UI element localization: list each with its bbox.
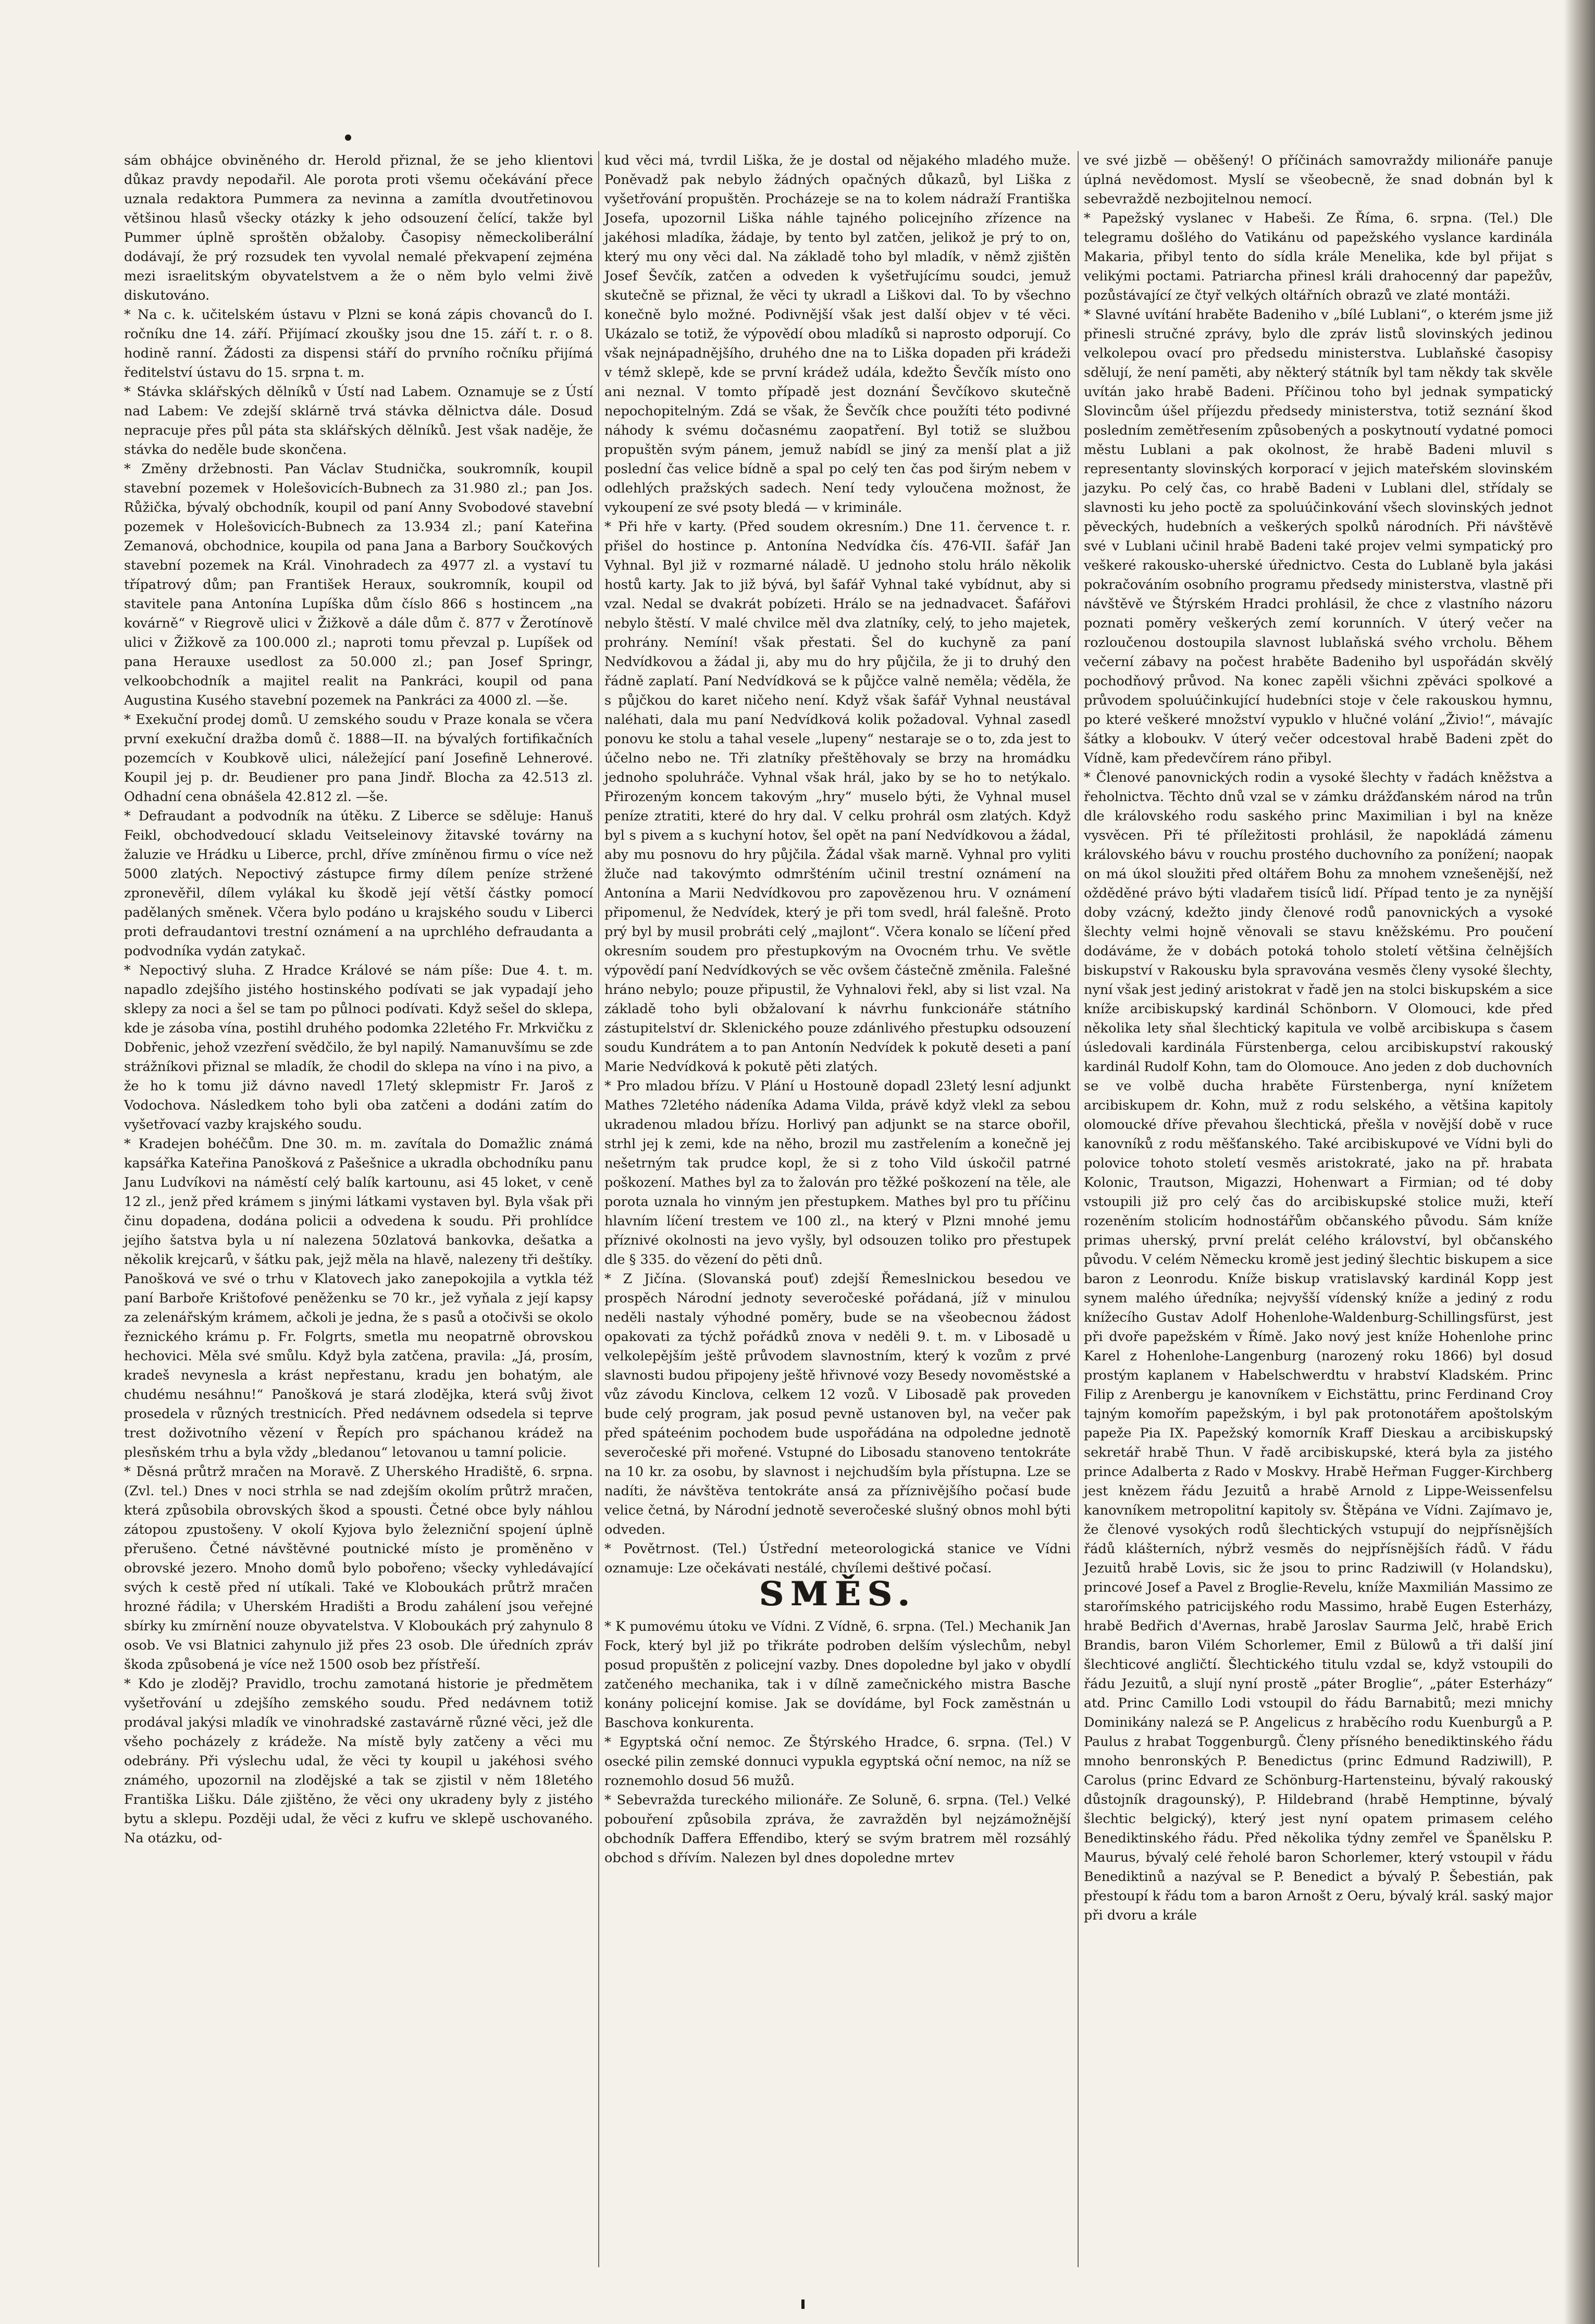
article-paragraph: kud věci má, tvrdil Liška, že je dostal od nějakého mladého muže. Poněvadž pak nebylo žádných opačných důkazů, byl Liška z vyšetřování propuštěn. Procházeje se na to kolem nádraží Františka Josefa, upozornil Liška náhle tajného policejního zřízence na jakéhosi mladíka, žádaje, by tento byl zatčen, jelikož je prý to on, který mu ony věci dal. Na základě toho byl mladík, v němž zjištěn Josef Ševčík, zatčen a odveden k vyšetřujícímu soudci, jemuž skutečně se přiznal, že věci ty ukradl a Liškovi dal. To by všechno konečně bylo možné. Podivnější však jest další objev v té věci. Ukázalo se totiž, že výpovědí obou mladíků si naprosto odporují. Co však nejnápadnějšího, druhého dne na to Liška dopaden při krádeži v témž sklepě, kde se první krádež udála, kdežto Ševčík místo ono ani neznal. V tomto případě jest doznání Ševčíkovo skutečně nepochopitelným. Zdá se však, že Ševčík chce použíti této podivné náhody k svému dočasnému zaopatření. Byl totiž se službou propuštěn svým pánem, jemuž nabídl se jiný za menší plat a již poslední čas velice bídně a spal po celý ten čas pod širým nebem v odlehlých pražských sadech. Není tedy vyloučena možnost, že vykoupení ze své psoty bledá — v kriminále. [604,153,1071,515]
article-paragraph: * Povětrnost. (Tel.) Ústřední meteorologická stanice ve Vídni oznamuje: Lze očekávati nestálé, chvílemi deštivé počasí. [604,1541,1071,1576]
page-marker-dot [345,134,351,141]
article-paragraph: * Děsná průtrž mračen na Moravě. Z Uherského Hradiště, 6. srpna. (Zvl. tel.) Dnes v noci strhla se nad zdejším okolím průtrž mračen, která způsobila obrovských škod a spousti. Četné obce byly náhlou zátopou zpustošeny. V okolí Kyjova bylo železniční spojení úplně přerušeno. Četné návštěvné poutnické místo je proměněno v obrovské jezero. Mnoho domů bylo pobořeno; všecky vyhledávající svých k cestě před ní utíkali. Také ve Kloboukách průtrž mračen hrozné řádila; v Uherském Hradišti a Brodu zahálení jsou veřejné sbírky ku zmírnění nouze obyvatelstva. V Kloboukách prý zahynulo 8 osob. Ve vsi Blatnici zahynulo již přes 23 osob. Dle úředních zpráv škoda způsobená je více než 1500 osob bez přístřeší. [124,1464,593,1673]
article-paragraph: * Změny držebnosti. Pan Václav Studnička, soukromník, koupil stavební pozemek v Holešovicích-Bubnech za 31.980 zl.; pan Jos. Růžička, bývalý obchodník, koupil od paní Anny Svobodové stavební pozemek v Holešovicích-Bubnech za 13.934 zl.; paní Kateřina Zemanová, obchodnice, koupila od pana Jana a Barbory Součkových stavební pozemek na Král. Vinohradech za 4977 zl. a vystaví tu třípatrový dům; pan František Heraux, soukromník, koupil od stavitele pana Antonína Lupíška dům číslo 866 s hostincem „na kovárně“ v Riegrově ulici v Žižkově a dále dům č. 877 v Žerotínově ulici v Žižkově za 100.000 zl.; naproti tomu převzal p. Lupíšek od pana Herauxe usedlost za 50.000 zl.; pan Josef Springr, velkoobchodník a majitel realit na Pankráci, koupil od pana Augustina Kusého stavební pozemek na Pankráci za 4000 zl. —še. [124,461,593,708]
column-rule [598,151,599,2267]
article-paragraph: * Sebevražda tureckého milionáře. Ze Soluně, 6. srpna. (Tel.) Velké pobouření způsobila zpráva, že zavražděn byl nejzámožnější obchodník Daffera Effendibo, který se svým bratrem měl rozsáhlý obchod s dřívím. Nalezen byl dnes dopoledne mrtev [604,1792,1071,1866]
column-1 [124,151,593,1848]
footer-mark [801,2300,805,2309]
article-paragraph: * Stávka sklářských dělníků v Ústí nad Labem. Oznamuje se z Ústí nad Labem: Ve zdejší sklárně trvá stávka dělnictva dále. Dosud nepracuje přes půl páta sta sklářských dělníků. Jest však naděje, že stávka do neděle bude skončena. [124,384,593,458]
article-paragraph: * Egyptská oční nemoc. Ze Štýrského Hradce, 6. srpna. (Tel.) V osecké pilin zemské donnuci vypukla egyptská oční nemoc, na níž se roznemohlo dosud 56 mužů. [604,1735,1071,1789]
column-rule [1078,151,1079,2267]
article-paragraph: * Slavné uvítání hraběte Badeniho v „bílé Lublani“, o kterém jsme již přinesli stručné zprávy, bylo dle zpráv listů slovinských jedinou velkolepou ovací pro předsedu ministerstva. Lublaňské časopisy sdělují, že není paměti, aby některý státník byl tam někdy tak skvěle uvítán jako hrabě Badeni. Příčinou toho byl jednak sympatický Slovincům úšel příjezdu předsedy ministerstva, totiž seznání škod posledním zemětřesením způsobených a poskytnoutí vydatné pomoci městu Lublani a pak okolnost, že hrabě Badeni mluvil s representanty slovinských korporací v jejich mateřském slovinském jazyku. Po celý čas, co hrabě Badeni v Lublani dlel, střídaly se slavnosti ku jeho poctě za spoluúčinkování všech slovinských jednot pěveckých, hudebních a veškerých spolků národních. Při návštěvě své v Lublani učinil hrabě Badeni také projev velmi sympatický pro veškeré rakousko-uherské úřednictvo. Cesta do Lublaně byla jakási pokračováním osobního programu předsedy ministerstva, vlastně při návštěvě ve Štýrském Hradci prohlásil, že chce z vlastního názoru poznati poměry veškerých zemí korunních. V úterý večer na rozloučenou dostoupila slavnost lublaňská svého vrcholu. Během večerní zábavy na počest hraběte Badeniho byl uspořádán skvělý pochodňový průvod. Na konec zapěli všichni zpěváci spolkové a průvodem spoluúčinkující hudebníci stoje v čele rakouskou hymnu, po které veškeré množství vypuklo v hlučné volání „Živio!“, mávajíc šátky a kloboukv. V úterý večer odcestoval hrabě Badeni zpět do Vídně, kam předevčírem ráno přibyl. [1084,307,1553,766]
column-2 [604,151,1071,1868]
article-paragraph: * Nepoctivý sluha. Z Hradce Králové se nám píše: Due 4. t. m. napadlo zdejšího jistého hostinského podívati se jak vypadají jeho sklepy za noci a šel se tam po půlnoci podívati. Když sešel do sklepa, kde je zásoba vína, postihl druhého podomka 22letého Fr. Mrkvičku z Dobřenic, jehož vzezření svědčilo, že byl napilý. Namanuvšímu se zde strážníkovi přiznal se mladík, že chodil do sklepa na víno i na pivo, a že ho k tomu již dávno navedl 17letý sklepmistr Fr. Jaroš z Vodochova. Následkem toho byli oba zatčeni a dodáni zatím do vyšetřovací vazby krajského soudu. [124,963,593,1133]
article-paragraph: * K pumovému útoku ve Vídni. Z Vídně, 6. srpna. (Tel.) Mechanik Jan Fock, který byl již po třikráte podroben delším výslechům, nebyl posud propuštěn z policejní vazby. Dnes dopoledne byl jako v obydlí zatčeného mechanika, tak i v dílně zamečnického mistra Basche konány policejní komise. Jak se dovídáme, byl Fock zaměstnán u Baschova konkurenta. [604,1619,1071,1731]
article-paragraph: * Papežský vyslanec v Habeši. Ze Říma, 6. srpna. (Tel.) Dle telegramu došlého do Vatikánu od papežského vyslance kardinála Makaria, přibyl tento do sídla krále Menelika, kde byl přijat s velikými poctami. Patriarcha přinesl králi drahocenný dar papežův, pozůstávající ze čtyř velkých oltářních obrazů ve zlaté montáži. [1084,211,1553,303]
article-paragraph: * Kdo je zloděj? Pravidlo, trochu zamotaná historie je předmětem vyšetřování u zdejšího zemského soudu. Před nedávnem totiž prodával jakýsi mladík ve vinohradské zastavárně různé věci, jež dle všeho pocházely z krádeže. Na místě byly zatčeny a věci mu odebrány. Při výslechu udal, že věci ty koupil u jakéhosi svého známého, upozornil na zlodějské a tak se zjistil v něm 18letého Františka Lišku. Dále zjištěno, že věci ony ukradeny byly z jistého bytu a sklepu. Později udal, že věci z kufru ve sklepě uschovaného. Na otázku, od- [124,1676,593,1846]
article-paragraph: * Při hře v karty. (Před soudem okresním.) Dne 11. července t. r. přišel do hostince p. Antonína Nedvídka čís. 476-VII. šafář Jan Vyhnal. Byl již v rozmarné náladě. U jednoho stolu hrálo několik hostů karty. Jak to již bývá, byl šafář Vyhnal také vybídnut, aby si vzal. Nedal se dvakrát pobízeti. Hrálo se na jednadvacet. Šafářovi nebylo štěstí. V malé chvilce měl dva zlatníky, celý, to jeho majetek, prohrány. Nemíní! však přestati. Šel do kuchyně za paní Nedvídkovou a žádal ji, aby mu do hry půjčila, že ji to druhý den řádně zaplatí. Paní Nedvídková se k půjčce valně neměla; věděla, že s půjčkou do karet ničeho není. Když však šafář Vyhnal neustával naléhati, dala mu paní Nedvídková kolik požadoval. Vyhnal zasedl ponovu ke stolu a tahal vesele „lupeny“ nestaraje se o to, zda jest to účelno nebo ne. Tři zlatníky přeštěhovaly se brzy na hromádku jednoho spoluhráče. Vyhnal však hrál, jako by se ho to netýkalo. Přirozeným koncem takovým „hry“ muselo býti, že Vyhnal musel peníze ztratiti, které do hry dal. V celku prohrál osm zlatých. Když byl s pivem a s kuchyní hotov, šel opět na paní Nedvídkovou a žádal, aby mu posnovu do hry půjčila. Žádal však marně. Vyhnal pro vyliti žluče nad takovýmto odmršténím učinil trestní oznámení na Antonína a Marii Nedvídkovou pro zapovězenou hru. V oznámení připomenul, že Nedvídek, který je při tom svedl, hrál falešně. Proto prý byl by musil probráti celý „majlont“. Včera konalo se líčení před okresním soudem pro přestupkovým na Ovocném trhu. Ve světle výpovědí paní Nedvídkových se věc ovšem částečně změnila. Falešné hráno nebylo; pouze připustil, že Vyhnalovi řekl, aby si list vzal. Na základě toho byli obžalovaní k návrhu funkcionáře státního zástupitelství dr. Sklenického pouze zdánlivého přestupku odsouzení soudu Kundrátem a to pan Antonín Nedvídek k pokutě deseti a paní Marie Nedvídková k pokutě pěti zlatých. [604,519,1071,1075]
article-paragraph: * Exekuční prodej domů. U zemského soudu v Praze konala se včera první exekuční dražba domů č. 1888—II. na bývalých fortifikačních pozemcích v Koubkově ulici, náležející paní Josefině Lehnerové. Koupil jej p. dr. Beudiener pro pana Jindř. Blocha za 42.513 zl. Odhadní cena obnášela 42.812 zl. —še. [124,712,593,805]
article-paragraph: * Na c. k. učitelském ústavu v Plzni se koná zápis chovanců do I. ročníku dne 14. září. Přijímací zkoušky jsou dne 15. září t. r. o 8. hodině ranní. Žádosti za dispensi stáří do prvního ročníku přijímá ředitelství ústavu do 15. srpna t. m. [124,307,593,380]
article-paragraph: * Pro mladou břízu. V Plání u Hostouně dopadl 23letý lesní adjunkt Mathes 72letého nádeníka Adama Vilda, právě když vlekl za sebou ukradenou mladou břízu. Horlivý pan adjunkt se na starce obořil, strhl jej k zemi, kde na něho, brozil mu zastřelením a konečně jej nešetrným tak prudce kopl, že si z toho Vild úskočil patrné poškození. Mathes byl za to žalován pro těžké poškození na těle, ale porota uznala ho vinným jen přestupkem. Mathes byl pro tu příčinu hlavním líčení trestem ve 100 zl., na který v Plzni mnohé jemu příznivé okolnosti na jevo vyšly, byl odsouzen toliko pro přestupek dle § 335. do vězení do pěti dnů. [604,1078,1071,1268]
article-paragraph: * Členové panovnických rodin a vysoké šlechty v řadách kněžstva a řeholnictva. Těchto dnů vzal se v zámku drážďanském národ na trůn dle královského rodu saského princ Maximilian i byl na kněze vysvěcen. Při té příležitosti prohlásil, že napokládá zámenu královského bávu v rouchu prostého duchovního za ponížení; naopak on má úkol sloužiti před oltářem Bohu za mnohem vznešenější, než ožděděné právo býti vladařem tisíců lidí. Případ tento je za nynější doby vzácný, kdežto jindy členové rodů panovnických a vysoké šlechty velmi hojně věnovali se stavu kněžskému. Pro poučení dodáváme, že v dobách potoká toholo století většina čelnějších biskupství v Rakousku byla spravována vesměs členy vysoké šlechty, nyní však jest jediný aristokrat v řadě jen na stolci biskupském a sice kníže arcibiskupský kardinál Schönborn. V Olomouci, kde před několika lety sňal šlechtický kapitula ve volbě arcibiskupa s časem úsledovali kardinála Fürstenberga, celou arcibiskupství rakouský kardinál Rudolf Kohn, tam do Olomouce. Ano jeden z dob duchovních se ve volbě ducha hraběte Fürstenberga, nyní knížetem arcibiskupem dr. Kohn, muž z rodu selského, a většina kapitoly olomoucké dříve převahou šlechtická, přešla v novější době v ruce kanovníků z rodu měšťanského. Také arcibiskupové ve Vídni byli do polovice tohoto století vesměs aristokraté, jako na př. hrabata Kolonic, Trautson, Migazzi, Hohenwart a Firmian; od té doby vstoupili již pro celý čas do arcibiskupské stolice muži, kteří rozeněním stolicím hodnostářům občanského původu. Sám kníže primas uherský, první prelát celého království, byl občanského původu. V celém Německu kromě jest jediný šlechtic biskupem a sice baron z Leonrodu. Kníže biskup vratislavský kardinál Kopp jest synem malého úředníka; nejvyšší vídenský kníže a jediný z rodu knížecího Gustav Adolf Hohenlohe-Waldenburg-Schillingsfürst, jest při dvoře papežském v Římě. Jako nový jest kníže Hohenlohe princ Karel z Hohenlohe-Langenburg (narozený roku 1866) byl dosud prostým kaplanem v Habelschwerdtu v hrabství Kladském. Princ Filip z Arenbergu je kanovníkem v Eichstättu, princ Ferdinand Croy tajným komořím papežským, i byl pak protonotářem apoštolským papeže Pia IX. Papežský komorník Kraff Dieskau a arcibiskupský sekretář hrabě Thun. V řadě arcibiskupské, která byla za jistého prince Adalberta z Rado v Moskvy. Hrabě Heřman Fugger-Kirchberg jest knězem řádu Jezuitů a hrabě Arnold z Lippe-Weissenfelsu kanovníkem metropolitní kapitoly sv. Štěpána ve Vídni. Zajímavo je, že členové vysokých rodů šlechtických vstupují do nejpřísnějších řádů klášterních, nýbrž vesměs do nejpřísnějších řádů. V řádu Jezuitů hrabě Lovis, sic že jsou to princ Radziwill (v Holandsku), princové Josef a Pavel z Broglie-Revelu, kníže Maxmilián Massimo ze starořímského patricijského rodu Massimo, hrabě Eugen Esterházy, hrabě Bedřich d'Avernas, hrabě Jaroslav Saurma Jelč, hrabě Erich Brandis, baron Vilém Schorlemer, Emil z Bülowů a tři další jiní šlechticové angličtí. Šlechtického titulu vzdal se, když vstoupili do řádu Jezuitů, a slují nyní prostě „páter Broglie“, „páter Esterházy“ atd. Princ Camillo Lodi vstoupil do řádu Barnabitů; mezi mnichy Dominikány nalezá se P. Angelicus z hraběcího rodu Kuenburgů a P. Paulus z hrabat Toggenburgů. Členy přísného benediktinského řádu mnoho benronských P. Benedictus (princ Edmund Radziwill), P. Carolus (princ Edvard ze Schönburg-Hartensteinu, bývalý rakouský důstojník dragounský), P. Hildebrand (hrabě Hemptinne, bývalý šlechtic belgický), který jest nyní opatem primasem celého Benediktinského řádu. Před několika týdny zemřel ve Španělsku P. Maurus, bývalý celé řeholé baron Schorlemer, který vstoupil v řádu Benediktinů a nazýval se P. Benedict a bývalý P. Šebestián, pak přestoupí k řádu tom a baron Arnošt z Oeru, bývalý král. saský major při dvoru a krále [1084,770,1553,1923]
article-paragraph: * Z Jičína. (Slovanská pouť) zdejší Řemeslnickou besedou ve prospěch Národní jednoty severočeské pořádaná, jíž v minulou neděli nastaly výhodné poměry, bude se na všeobecnou žádost opakovati za týchž pořádků znova v neděli 9. t. m. v Libosadě u velkolepějším ještě průvodem slavnostním, který k vozům z prvé slavnosti budou připojeny ještě hřivnové vozy Besedy novoměstské a vůz závodu Kinclova, celkem 12 vozů. V Libosadě pak proveden bude celý program, jak posud pevně ustanoven byl, na večer pak před spáteénim pochodem bude uspořádána na odpoledne jednotě severočeské při mořené. Vstupné do Libosadu stanoveno tentokráte na 10 kr. za osobu, by slavnost i nejchudším byla přístupna. Lze se nadíti, že návštěva tentokráte ansá za příznivějšího počasí bude velice četná, by Národní jednotě severočeské slušný obnos mohl býti odveden. [604,1271,1071,1538]
article-paragraph: sám obhájce obviněného dr. Herold přiznal, že se jeho klientovi důkaz pravdy nepodařil. Ale porota proti všemu očekávání přece uznala redaktora Pummera za nevinna a zamítla dvoutřetinovou většinou hlasů všecky otázky k jeho odsouzení čelící, takže byl Pummer úplně sproštěn obžaloby. Časopisy německoliberální dodávají, že prý rozsudek ten vyvolal nemalé překvapení zejména mezi israelitským obyvatelstvem a že o něm bylo velmi živě diskutováno. [124,153,593,303]
page-edge-shadow [1564,0,1595,2324]
column-3 [1084,151,1553,1925]
article-paragraph: ve své jizbě — oběšený! O příčinách samovraždy milionáře panuje úplná nevědomost. Myslí se všeobecně, že snad dobnán byl k sebevraždě nezbojitelnou nemocí. [1084,153,1553,207]
section-title-smes: SMĚS. [759,1575,917,1614]
article-paragraph: * Defraudant a podvodník na útěku. Z Liberce se sděluje: Hanuš Feikl, obchodvedoucí skladu Veitseleinovy žitavské továrny na žaluzie ve Hrádku u Liberce, prchl, dříve zmíněnou firmu o více než 5000 zlatých. Nepoctivý zástupce firmy dílem peníze stržené zpronevěřil, dílem vylákal ku škodě její větší částky pomocí padělaných směnek. Včera bylo podáno u krajského soudu v Liberci proti defraudantovi trestní oznámení a na uprchlého defraudanta a podvodníka vydán zatykač. [124,808,593,959]
article-paragraph: * Kradejen bohéčům. Dne 30. m. m. zavítala do Domažlic známá kapsářka Kateřina Panošková z Pašešnice a ukradla obchodníku panu Janu Ludvíkovi na náměstí celý balík kartounu, asi 45 loket, v ceně 12 zl., jenž před krámem s jinými látkami vystaven byl. Byla však při činu dopadena, dodána policii a odvedena k soudu. Při prohlídce jejího šatstva byla u ní nalezena 50zlatová bankovka, dešatka a několik krejcarů, v šátku pak, jejž měla na hlavě, nalezeny tři deštíky. Panošková ve své o trhu v Klatovech jako zanepokojila a vytkla též paní Barboře Krištofové peněženku se 70 kr., jež vyňala z její kapsy za zelenářským krámem, ačkoli je jedna, že s pasů a otočivši se okolo řeznického krámu p. Fr. Folgrts, smetla mu neopatrně obrovskou hechovici. Měla své smůlu. Když byla zatčena, pravila: „Já, prosím, kradeš nevynesla a krást nepřestanu, kradu jen bohatým, ale chudému nesáhnu!“ Panošková je stará zlodějka, která svůj život prosedela v různých trestnicích. Před nedávnem odsedela si teprve trest doživotního vězení v Řepích pro spáchanou krádež na plesňském trhu a byla vždy „bledanou“ letovanou u tamní policie. [124,1136,593,1460]
